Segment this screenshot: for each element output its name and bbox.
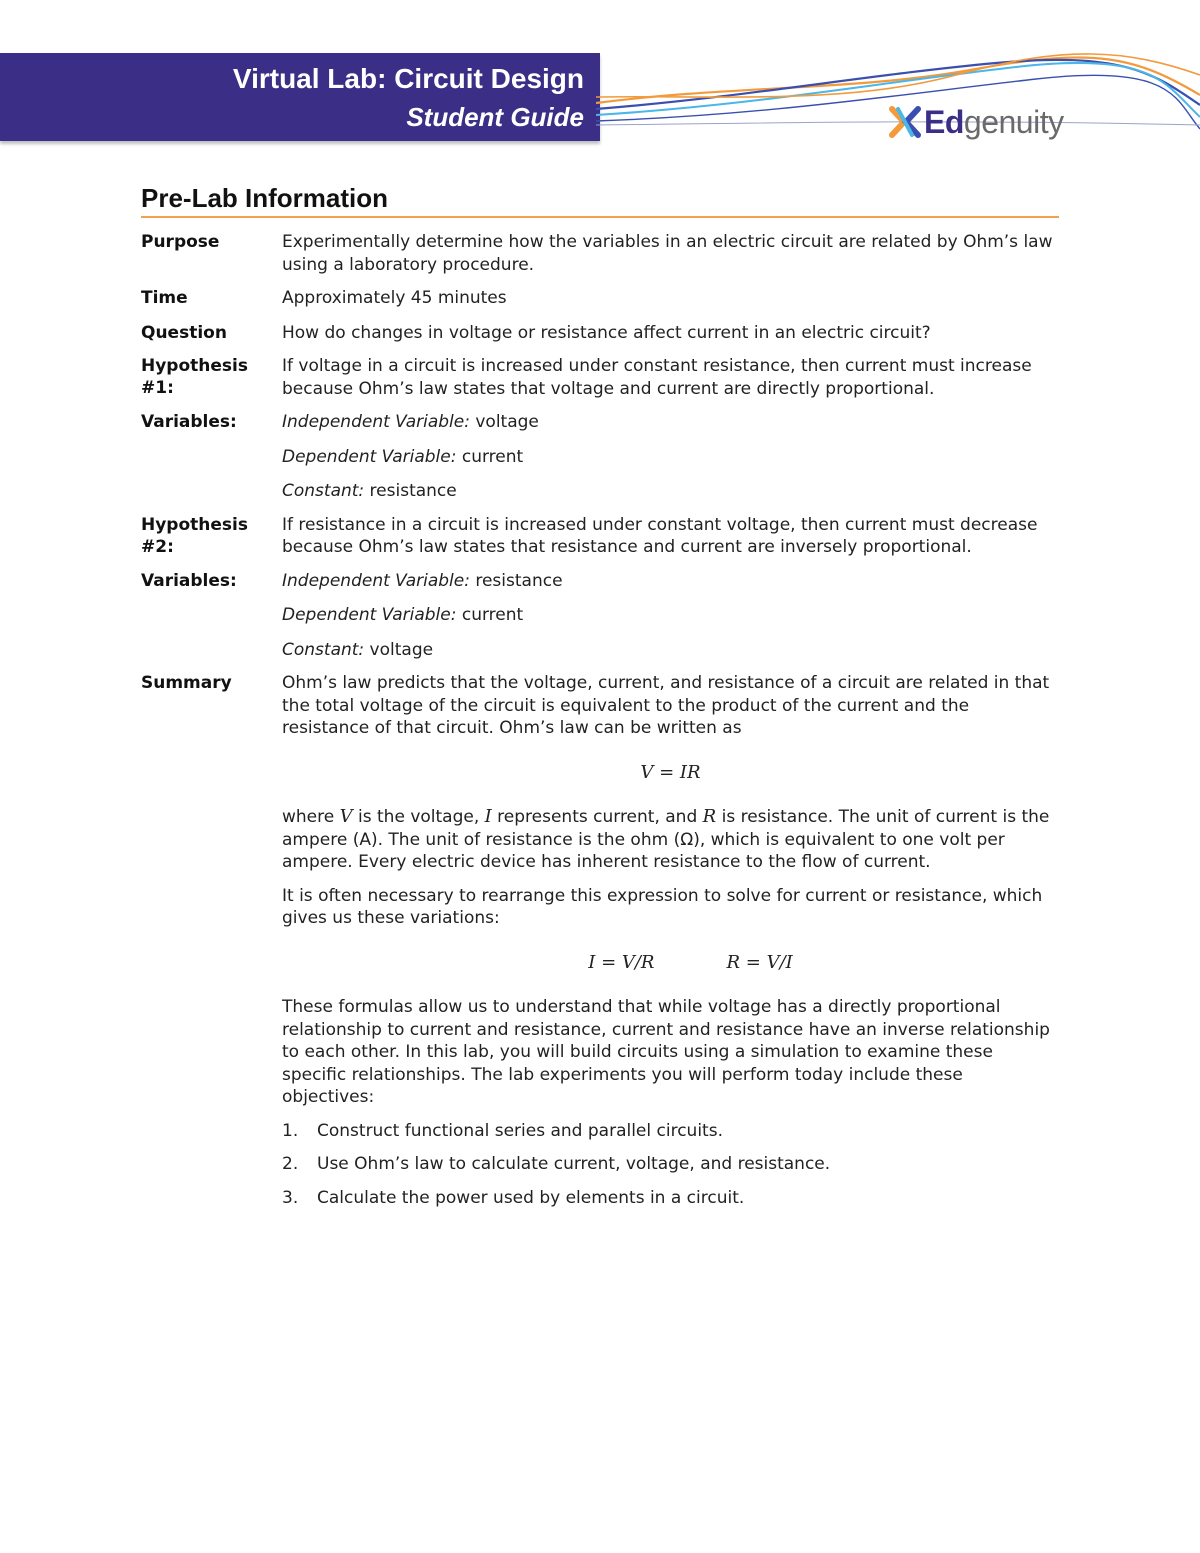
pre-lab-content bbox=[141, 183, 1059, 1209]
summary-label: Summary bbox=[141, 673, 232, 693]
header-banner bbox=[0, 53, 600, 141]
purpose-text: Experimentally determine how the variables in an electric circuit are related by Ohm’s law using a laboratory procedure. bbox=[282, 232, 1053, 275]
hypothesis2-label: Hypothesis #2: bbox=[141, 514, 248, 557]
summary-row bbox=[141, 672, 1059, 1209]
summary-body bbox=[282, 672, 1059, 1209]
list-item: 3. Calculate the power used by elements in a circuit. bbox=[282, 1187, 745, 1208]
purpose-row bbox=[141, 231, 1059, 276]
variables2-row bbox=[141, 570, 1059, 662]
edgenuity-x-icon bbox=[888, 105, 922, 139]
hypothesis1-label: Hypothesis #1: bbox=[141, 356, 248, 398]
hypothesis1-row bbox=[141, 355, 1059, 400]
objectives-list bbox=[282, 1120, 1059, 1210]
edgenuity-logo bbox=[888, 102, 1064, 142]
time-row bbox=[141, 287, 1059, 310]
equation-current: I = V/R bbox=[588, 951, 655, 973]
constant-1: Constant: resistance bbox=[282, 481, 457, 501]
summary-para-1: Ohm’s law predicts that the voltage, current, and resistance of a circuit are related in that the total voltage of the circuit is equivalent to the product of the current and the resistance of that circuit. Ohm’s law can be written as bbox=[282, 673, 1050, 738]
summary-para-4: These formulas allow us to understand that while voltage has a directly proportional relationship to current and resistance, current and resistance have an inverse relationship to each other. In this lab, you will build circuits using a simulation to examine these specific relationships. The lab experiments you will perform today include these objectives: bbox=[282, 997, 1050, 1107]
hypothesis2-text: If resistance in a circuit is increased under constant voltage, then current must decrease because Ohm’s law states that resistance and current are inversely proportional. bbox=[282, 514, 1038, 557]
question-label: Question bbox=[141, 322, 227, 343]
time-text: Approximately 45 minutes bbox=[282, 288, 507, 308]
list-item: 2. Use Ohm’s law to calculate current, voltage, and resistance. bbox=[282, 1154, 831, 1174]
section-title: Pre-Lab Information bbox=[141, 183, 1059, 218]
document-title: Virtual Lab: Circuit Design bbox=[232, 63, 584, 94]
time-label: Time bbox=[141, 288, 188, 308]
logo-wordmark: Edgenuity bbox=[924, 104, 1064, 140]
variables1-list bbox=[282, 411, 1059, 503]
variables2-label: Variables: bbox=[141, 570, 237, 591]
question-row bbox=[141, 322, 1059, 345]
document-subtitle: Student Guide bbox=[406, 102, 584, 132]
dependent-variable-1: Dependent Variable: current bbox=[282, 446, 524, 467]
variables2-list bbox=[282, 570, 1059, 662]
independent-variable-2: Independent Variable: resistance bbox=[282, 570, 563, 591]
variables1-label: Variables: bbox=[141, 412, 237, 432]
list-item: 1. Construct functional series and parallel circuits. bbox=[282, 1120, 723, 1141]
constant-2: Constant: voltage bbox=[282, 639, 434, 660]
equation-variations bbox=[282, 952, 1059, 975]
independent-variable-1: Independent Variable: voltage bbox=[282, 412, 539, 432]
summary-para-2: where V is the voltage, I represents current, and R is resistance. The unit of current is the ampere (A). The unit of resistance is the ohm (Ω), which is equivalent to one volt per ampere. Every electric device has inherent resistance to the flow of current. bbox=[282, 806, 1050, 872]
variables1-row bbox=[141, 411, 1059, 503]
summary-para-3: It is often necessary to rearrange this expression to solve for current or resistance, which gives us these variations: bbox=[282, 885, 1043, 928]
equation-ohms-law: V = IR bbox=[640, 761, 701, 783]
purpose-label: Purpose bbox=[141, 232, 220, 252]
equation-resistance: R = V/I bbox=[726, 951, 793, 973]
hypothesis2-row bbox=[141, 514, 1059, 559]
hypothesis1-text: If voltage in a circuit is increased under constant resistance, then current must increase because Ohm’s law states that voltage and current are directly proportional. bbox=[282, 356, 1032, 399]
question-text: How do changes in voltage or resistance affect current in an electric circuit? bbox=[282, 322, 931, 343]
dependent-variable-2: Dependent Variable: current bbox=[282, 605, 524, 625]
